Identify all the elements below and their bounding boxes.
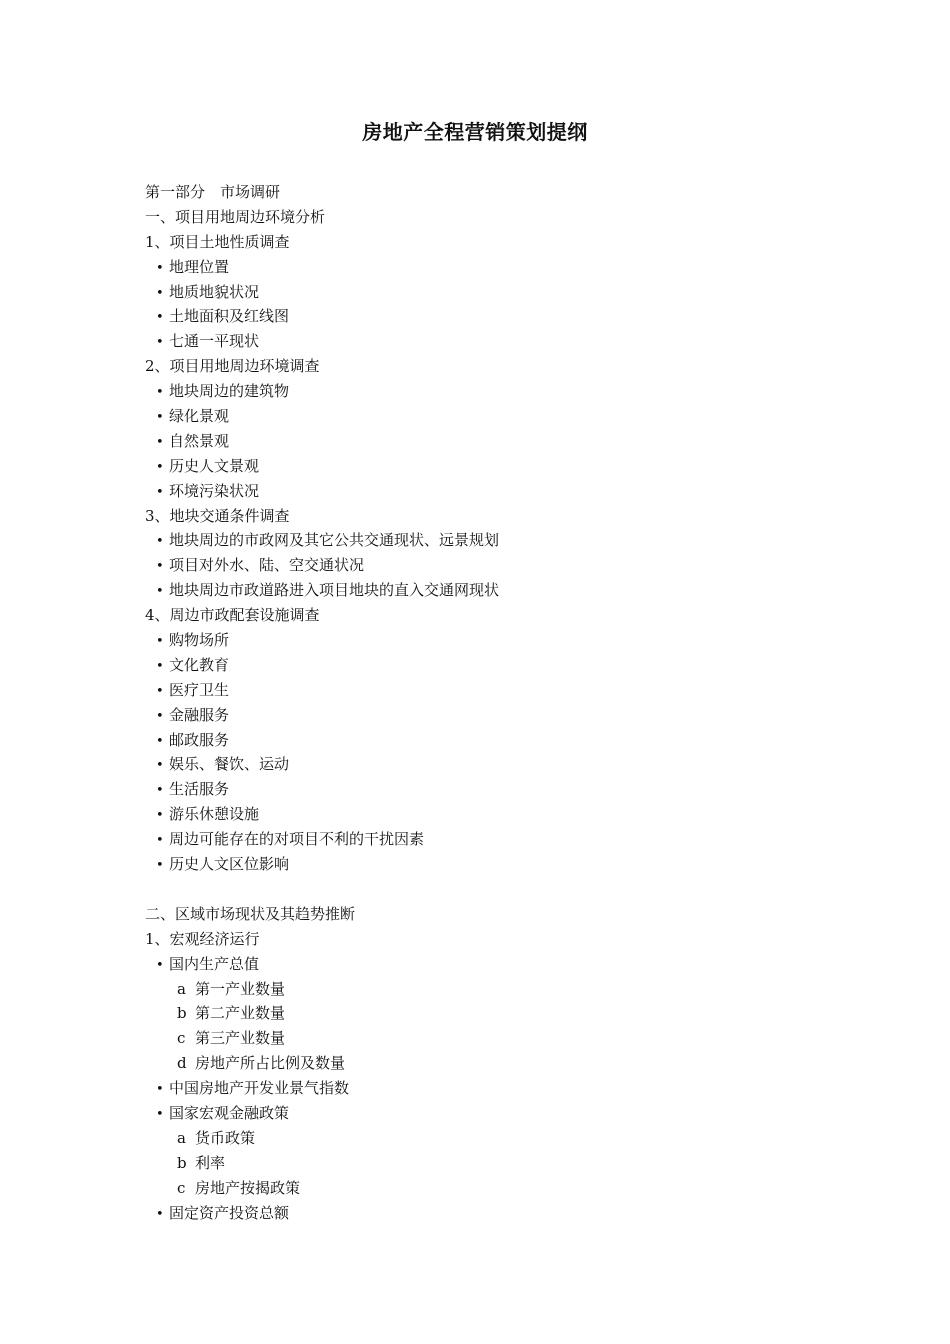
sub-item-text: 第三产业数量 xyxy=(195,1029,286,1048)
part-heading: 第一部分 市场调研 xyxy=(145,183,281,201)
bullet-item: • 七通一平现状 xyxy=(145,329,845,354)
bullet-item: • 生活服务 xyxy=(145,777,845,802)
bullet-item: • 娱乐、餐饮、运动 xyxy=(145,752,845,777)
bullet-item: • 中国房地产开发业景气指数 xyxy=(145,1076,845,1101)
sub-item-text: 第一产业数量 xyxy=(195,979,286,998)
bullet-item: • 国家宏观金融政策 xyxy=(145,1101,845,1126)
section-heading: 4、周边市政配套设施调查 xyxy=(145,606,320,625)
sub-item-text: 房地产所占比例及数量 xyxy=(195,1054,346,1073)
sub-item xyxy=(145,1026,845,1051)
bullet-item: • 邮政服务 xyxy=(145,728,845,753)
bullet-item: • 游乐休憩设施 xyxy=(145,802,845,827)
sub-item-text: 第二产业数量 xyxy=(195,1004,286,1023)
section-heading: 3、地块交通条件调查 xyxy=(145,506,290,525)
bullet-item: • 地质地貌状况 xyxy=(145,280,845,305)
sub-item-text: 房地产按揭政策 xyxy=(195,1178,301,1197)
bullet-item: • 国内生产总值 xyxy=(145,952,845,977)
bullet-item: • 项目对外水、陆、空交通状况 xyxy=(145,553,845,578)
sub-item-text: 货币政策 xyxy=(195,1128,256,1147)
bullet-item: • 地块周边的建筑物 xyxy=(145,379,845,404)
bullet-item: • 地理位置 xyxy=(145,255,845,280)
section-heading: 2、项目用地周边环境调查 xyxy=(145,357,320,376)
sub-item xyxy=(145,977,845,1002)
bullet-item: • 固定资产投资总额 xyxy=(145,1201,845,1226)
sub-item-marker: a xyxy=(177,979,186,998)
sub-item-marker: c xyxy=(177,1178,186,1197)
section-heading: 1、宏观经济运行 xyxy=(145,929,260,948)
bullet-item: • 医疗卫生 xyxy=(145,678,845,703)
section-heading: 1、项目土地性质调查 xyxy=(145,232,290,251)
bullet-item: • 历史人文区位影响 xyxy=(145,852,845,877)
sub-item-text: 利率 xyxy=(195,1153,226,1172)
sub-item-marker: b xyxy=(177,1153,187,1172)
sub-item xyxy=(145,1051,845,1076)
sub-item-marker: a xyxy=(177,1128,186,1147)
document-title: 房地产全程营销策划提纲 xyxy=(362,120,588,144)
sub-item xyxy=(145,1126,845,1151)
bullet-item: • 金融服务 xyxy=(145,703,845,728)
bullet-item: • 自然景观 xyxy=(145,429,845,454)
bullet-item: • 购物场所 xyxy=(145,628,845,653)
bullet-item: • 周边可能存在的对项目不利的干扰因素 xyxy=(145,827,845,852)
sub-item-marker: c xyxy=(177,1029,186,1048)
sub-item-marker: b xyxy=(177,1004,187,1023)
bullet-item: • 地块周边市政道路进入项目地块的直入交通网现状 xyxy=(145,578,845,603)
bullet-item: • 文化教育 xyxy=(145,653,845,678)
sub-item xyxy=(145,1151,845,1176)
sub-item xyxy=(145,1176,845,1201)
outline-list xyxy=(145,180,845,1225)
sub-item xyxy=(145,1001,845,1026)
blank-line xyxy=(145,877,845,902)
bullet-item: • 环境污染状况 xyxy=(145,479,845,504)
bullet-item: • 绿化景观 xyxy=(145,404,845,429)
section-heading: 一、项目用地周边环境分析 xyxy=(145,207,326,226)
section-heading: 二、区域市场现状及其趋势推断 xyxy=(145,904,356,923)
bullet-item: • 土地面积及红线图 xyxy=(145,304,845,329)
bullet-item: • 历史人文景观 xyxy=(145,454,845,479)
bullet-item: • 地块周边的市政网及其它公共交通现状、远景规划 xyxy=(145,528,845,553)
sub-item-marker: d xyxy=(177,1054,187,1073)
